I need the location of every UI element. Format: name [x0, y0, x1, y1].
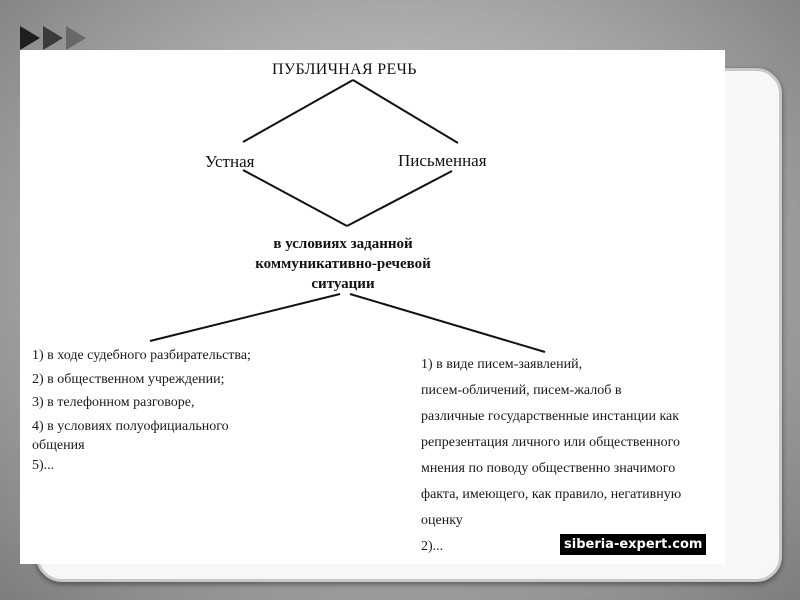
oral-examples-list — [32, 344, 251, 478]
connector-condition-written-examples — [350, 294, 545, 352]
list-item: факта, имеющего, как правило, негативную — [421, 487, 682, 502]
watermark: siberia-expert.com — [560, 534, 706, 555]
list-item: 3) в телефонном разговоре, — [32, 395, 195, 410]
list-item: общения — [32, 438, 85, 453]
list-item: мнения по поводу общественно значимого — [421, 461, 676, 476]
connector-title-written — [353, 80, 458, 143]
list-item: 5)... — [32, 458, 55, 473]
list-item: репрезентация личного или общественного — [421, 435, 681, 450]
condition-text: в условиях заданной коммуникативно-речевой ситуации — [255, 236, 431, 292]
list-item: оценку — [421, 513, 463, 528]
list-item: писем-обличений, писем-жалоб в — [421, 383, 622, 398]
list-item: 1) в ходе судебного разбирательства; — [32, 348, 251, 363]
branch-written: Письменная — [398, 151, 487, 170]
branch-oral: Устная — [205, 152, 255, 171]
connector-written-condition — [347, 171, 452, 226]
written-examples-list — [421, 352, 681, 560]
connector-condition-oral-examples — [150, 294, 340, 341]
list-item: 1) в виде писем-заявлений, — [421, 357, 583, 372]
list-item: различные государственные инстанции как — [421, 409, 680, 424]
list-item: 4) в условиях полуофициального — [32, 418, 229, 434]
connector-oral-condition — [243, 170, 347, 226]
list-item: 2)... — [421, 539, 444, 554]
connector-title-oral — [243, 80, 353, 142]
diagram-title: ПУБЛИЧНАЯ РЕЧЬ — [272, 61, 417, 78]
list-item: 2) в общественном учреждении; — [32, 371, 225, 387]
